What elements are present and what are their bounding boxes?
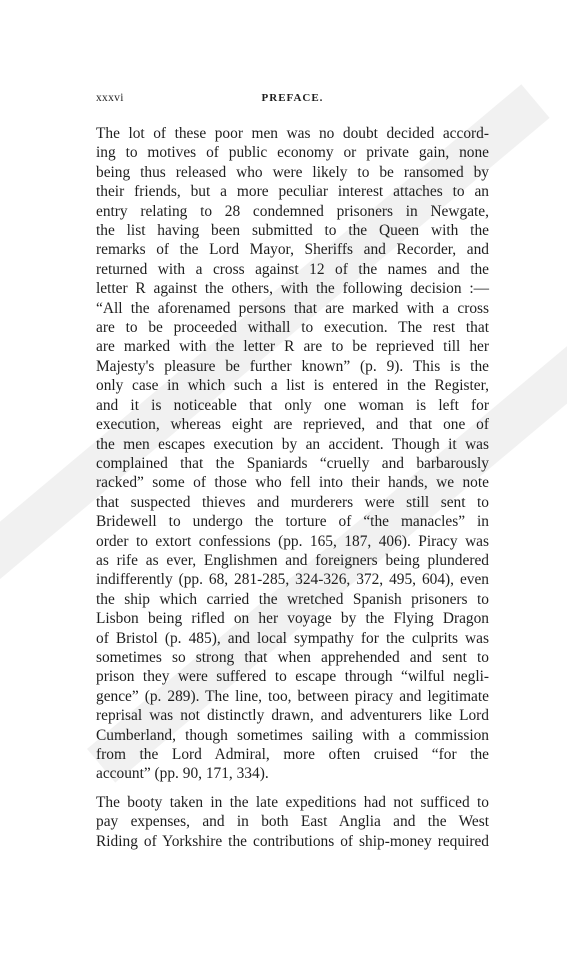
text-line: entry relating to 28 condemned prisoners in Newgate, <box>96 202 489 220</box>
text-line: order to extort confessions (pp. 165, 187, 406). Piracy was <box>96 532 489 550</box>
text-line: account” (pp. 90, 171, 334). <box>96 765 269 783</box>
running-head <box>96 92 489 112</box>
text-line: are marked with the letter R are to be reprieved till her <box>96 338 489 356</box>
text-line: returned with a cross against 12 of the names and the <box>96 260 489 278</box>
book-page <box>96 92 489 851</box>
text-line: Riding of Yorkshire the contributions of ship-money required <box>96 832 489 850</box>
text-line: “All the aforenamed persons that are marked with a cross <box>96 299 489 317</box>
page-number: xxxvi <box>96 92 124 104</box>
text-line: from the Lord Admiral, more often cruised “for the <box>96 746 489 763</box>
text-line: The booty taken in the late expeditions had not sufficed to <box>96 793 489 811</box>
text-line: the list having been submitted to the Queen with the <box>96 222 489 240</box>
text-line: pay expenses, and in both East Anglia and the West <box>96 813 489 831</box>
text-line: remarks of the Lord Mayor, Sheriffs and Recorder, and <box>96 241 489 259</box>
text-line: complained that the Spaniards “cruelly and barbarously <box>96 454 489 472</box>
paragraph-1 <box>96 124 489 784</box>
text-line: prison they were suffered to escape through “wilful negli- <box>96 668 489 686</box>
text-line: only case in which such a list is entered in the Register, <box>96 377 489 395</box>
text-line: Majesty's pleasure be further known” (p. 9). This is the <box>96 357 489 375</box>
text-line: Bridewell to undergo the torture of “the manacles” in <box>96 513 489 531</box>
text-line: racked” some of those who fell into their hands, we note <box>96 474 489 492</box>
text-line: as rife as ever, Englishmen and foreigners being plundered <box>96 551 489 569</box>
text-line: and it is noticeable that only one woman is left for <box>96 396 489 414</box>
text-line: Lisbon being rifled on her voyage by the Flying Dragon <box>96 610 489 628</box>
text-line: letter R against the others, with the following decision :— <box>96 280 489 298</box>
running-title: PREFACE. <box>261 92 324 104</box>
text-line: reprisal was not distinctly drawn, and adventurers like Lord <box>96 707 489 725</box>
text-line: the men escapes execution by an accident. Though it was <box>96 435 489 453</box>
text-line: being thus released who were likely to be ransomed by <box>96 163 489 181</box>
text-line: are to be proceeded withall to execution. The rest that <box>96 319 489 337</box>
text-line: of Bristol (p. 485), and local sympathy for the culprits was <box>96 629 489 647</box>
text-line: ing to motives of public economy or private gain, none <box>96 144 489 162</box>
paragraph-2 <box>96 793 489 851</box>
text-line: their friends, but a more peculiar interest attaches to an <box>96 183 489 201</box>
text-line: that suspected thieves and murderers were still sent to <box>96 493 489 511</box>
text-line: gence” (p. 289). The line, too, between piracy and legitimate <box>96 687 489 705</box>
text-line: the ship which carried the wretched Spanish prisoners to <box>96 590 489 608</box>
text-line: execution, whereas eight are reprieved, and that one of <box>96 416 489 434</box>
text-line: The lot of these poor men was no doubt decided accord- <box>96 125 489 142</box>
body-text <box>96 124 489 851</box>
text-line: indifferently (pp. 68, 281-285, 324-326, 372, 495, 604), even <box>96 571 489 589</box>
text-line: sometimes so strong that when apprehended and sent to <box>96 648 489 666</box>
text-line: Cumberland, though sometimes sailing with a commission <box>96 726 489 744</box>
